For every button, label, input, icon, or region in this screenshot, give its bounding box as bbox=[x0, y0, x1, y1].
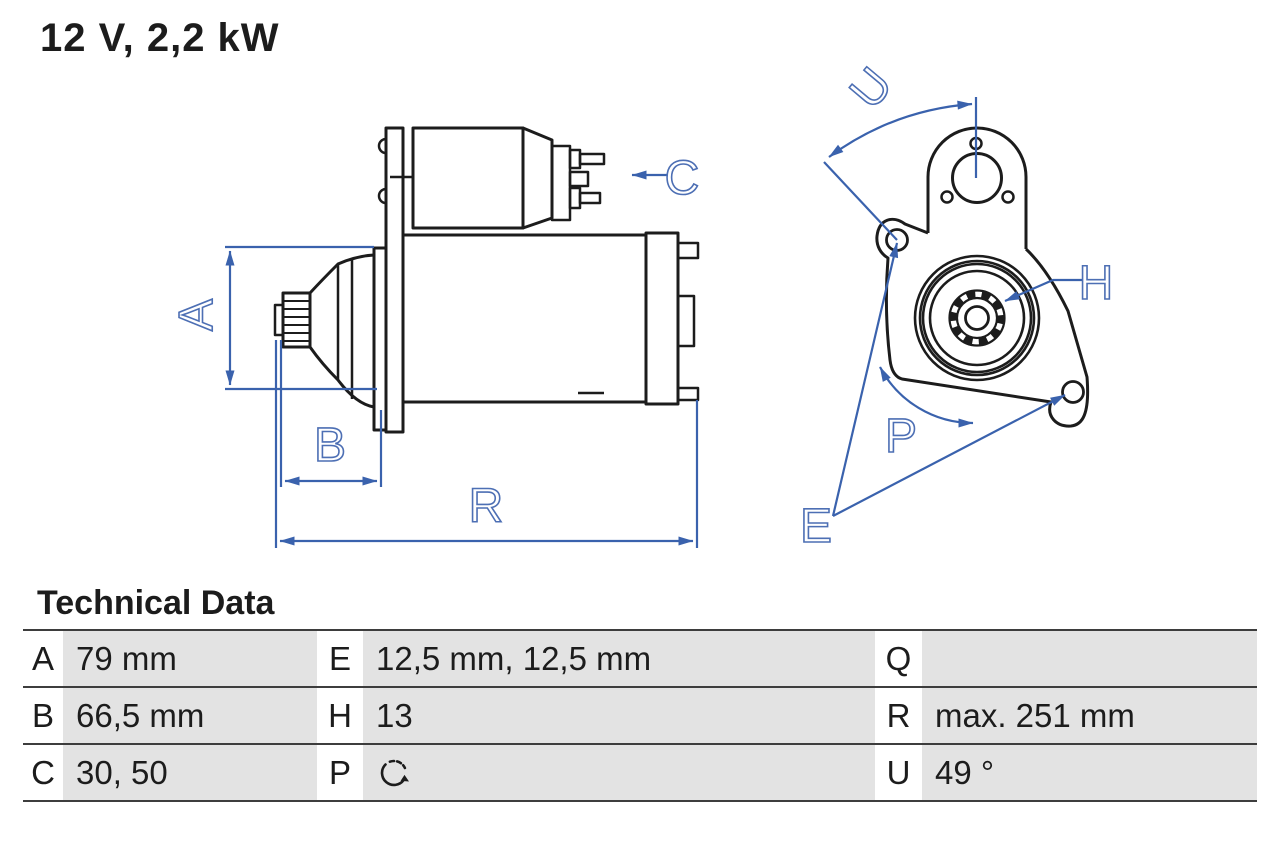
motor-body bbox=[403, 235, 646, 402]
param-key: Q bbox=[875, 631, 922, 686]
dim-label-u: U bbox=[839, 58, 903, 119]
dimension-labels bbox=[170, 58, 1113, 553]
front-view-annotations bbox=[824, 97, 1083, 516]
param-value bbox=[922, 631, 1257, 686]
u-angle-arc bbox=[829, 104, 972, 157]
rotation-clockwise-icon bbox=[378, 756, 412, 790]
u-reference-slant bbox=[824, 162, 897, 240]
param-key: R bbox=[875, 688, 922, 743]
dim-label-h: H bbox=[1078, 257, 1114, 310]
front-view bbox=[877, 128, 1088, 426]
table-row bbox=[23, 743, 1257, 800]
param-key: B bbox=[23, 688, 63, 743]
dim-label-c: C bbox=[664, 152, 700, 205]
cone-rings bbox=[338, 258, 352, 399]
dim-label-e: E bbox=[799, 500, 833, 553]
param-value: 49 ° bbox=[922, 745, 1257, 800]
solenoid-terminals bbox=[570, 150, 604, 208]
housing-rings bbox=[915, 256, 1039, 380]
side-view-dimensions bbox=[225, 175, 697, 548]
param-key: C bbox=[23, 745, 63, 800]
param-key: P bbox=[317, 745, 363, 800]
end-cap-tab-bottom bbox=[678, 388, 698, 400]
mounting-bracket-plate bbox=[386, 128, 403, 432]
shaft-hole bbox=[966, 307, 989, 330]
param-key: A bbox=[23, 631, 63, 686]
param-value: max. 251 mm bbox=[922, 688, 1257, 743]
param-key: E bbox=[317, 631, 363, 686]
drive-housing-cone bbox=[310, 255, 374, 407]
terminal-block bbox=[552, 146, 570, 220]
e-leader-bottom bbox=[833, 395, 1065, 516]
table-heading: Technical Data bbox=[37, 584, 275, 622]
flange-outline bbox=[877, 219, 1088, 426]
bracket-lugs bbox=[379, 139, 412, 203]
bracket-hole-left bbox=[942, 192, 953, 203]
page-title: 12 V, 2,2 kW bbox=[40, 16, 280, 60]
param-key: U bbox=[875, 745, 922, 800]
dim-label-a: A bbox=[170, 298, 223, 332]
ear-hole-bottom-right bbox=[1063, 382, 1084, 403]
solenoid-cap bbox=[523, 128, 552, 228]
end-cap-bump bbox=[678, 296, 694, 346]
solenoid-body bbox=[413, 128, 523, 228]
param-value: 13 bbox=[363, 688, 875, 743]
param-value: 66,5 mm bbox=[63, 688, 317, 743]
end-cap bbox=[646, 233, 678, 404]
pinion-gear-front bbox=[950, 291, 1005, 346]
dim-label-b: B bbox=[313, 419, 347, 472]
pinion-teeth bbox=[283, 301, 310, 341]
table-row bbox=[23, 686, 1257, 743]
dim-label-r: R bbox=[468, 480, 504, 533]
dim-label-p: P bbox=[884, 410, 918, 463]
technical-data-table bbox=[23, 629, 1257, 802]
param-value: 79 mm bbox=[63, 631, 317, 686]
param-value: 12,5 mm, 12,5 mm bbox=[363, 631, 875, 686]
param-key: H bbox=[317, 688, 363, 743]
mounting-flange-front bbox=[374, 248, 386, 430]
param-value bbox=[363, 745, 875, 800]
table-row bbox=[23, 629, 1257, 686]
bracket-hole-right bbox=[1003, 192, 1014, 203]
param-value: 30, 50 bbox=[63, 745, 317, 800]
end-cap-tab-top bbox=[678, 243, 698, 258]
side-view bbox=[275, 128, 698, 432]
